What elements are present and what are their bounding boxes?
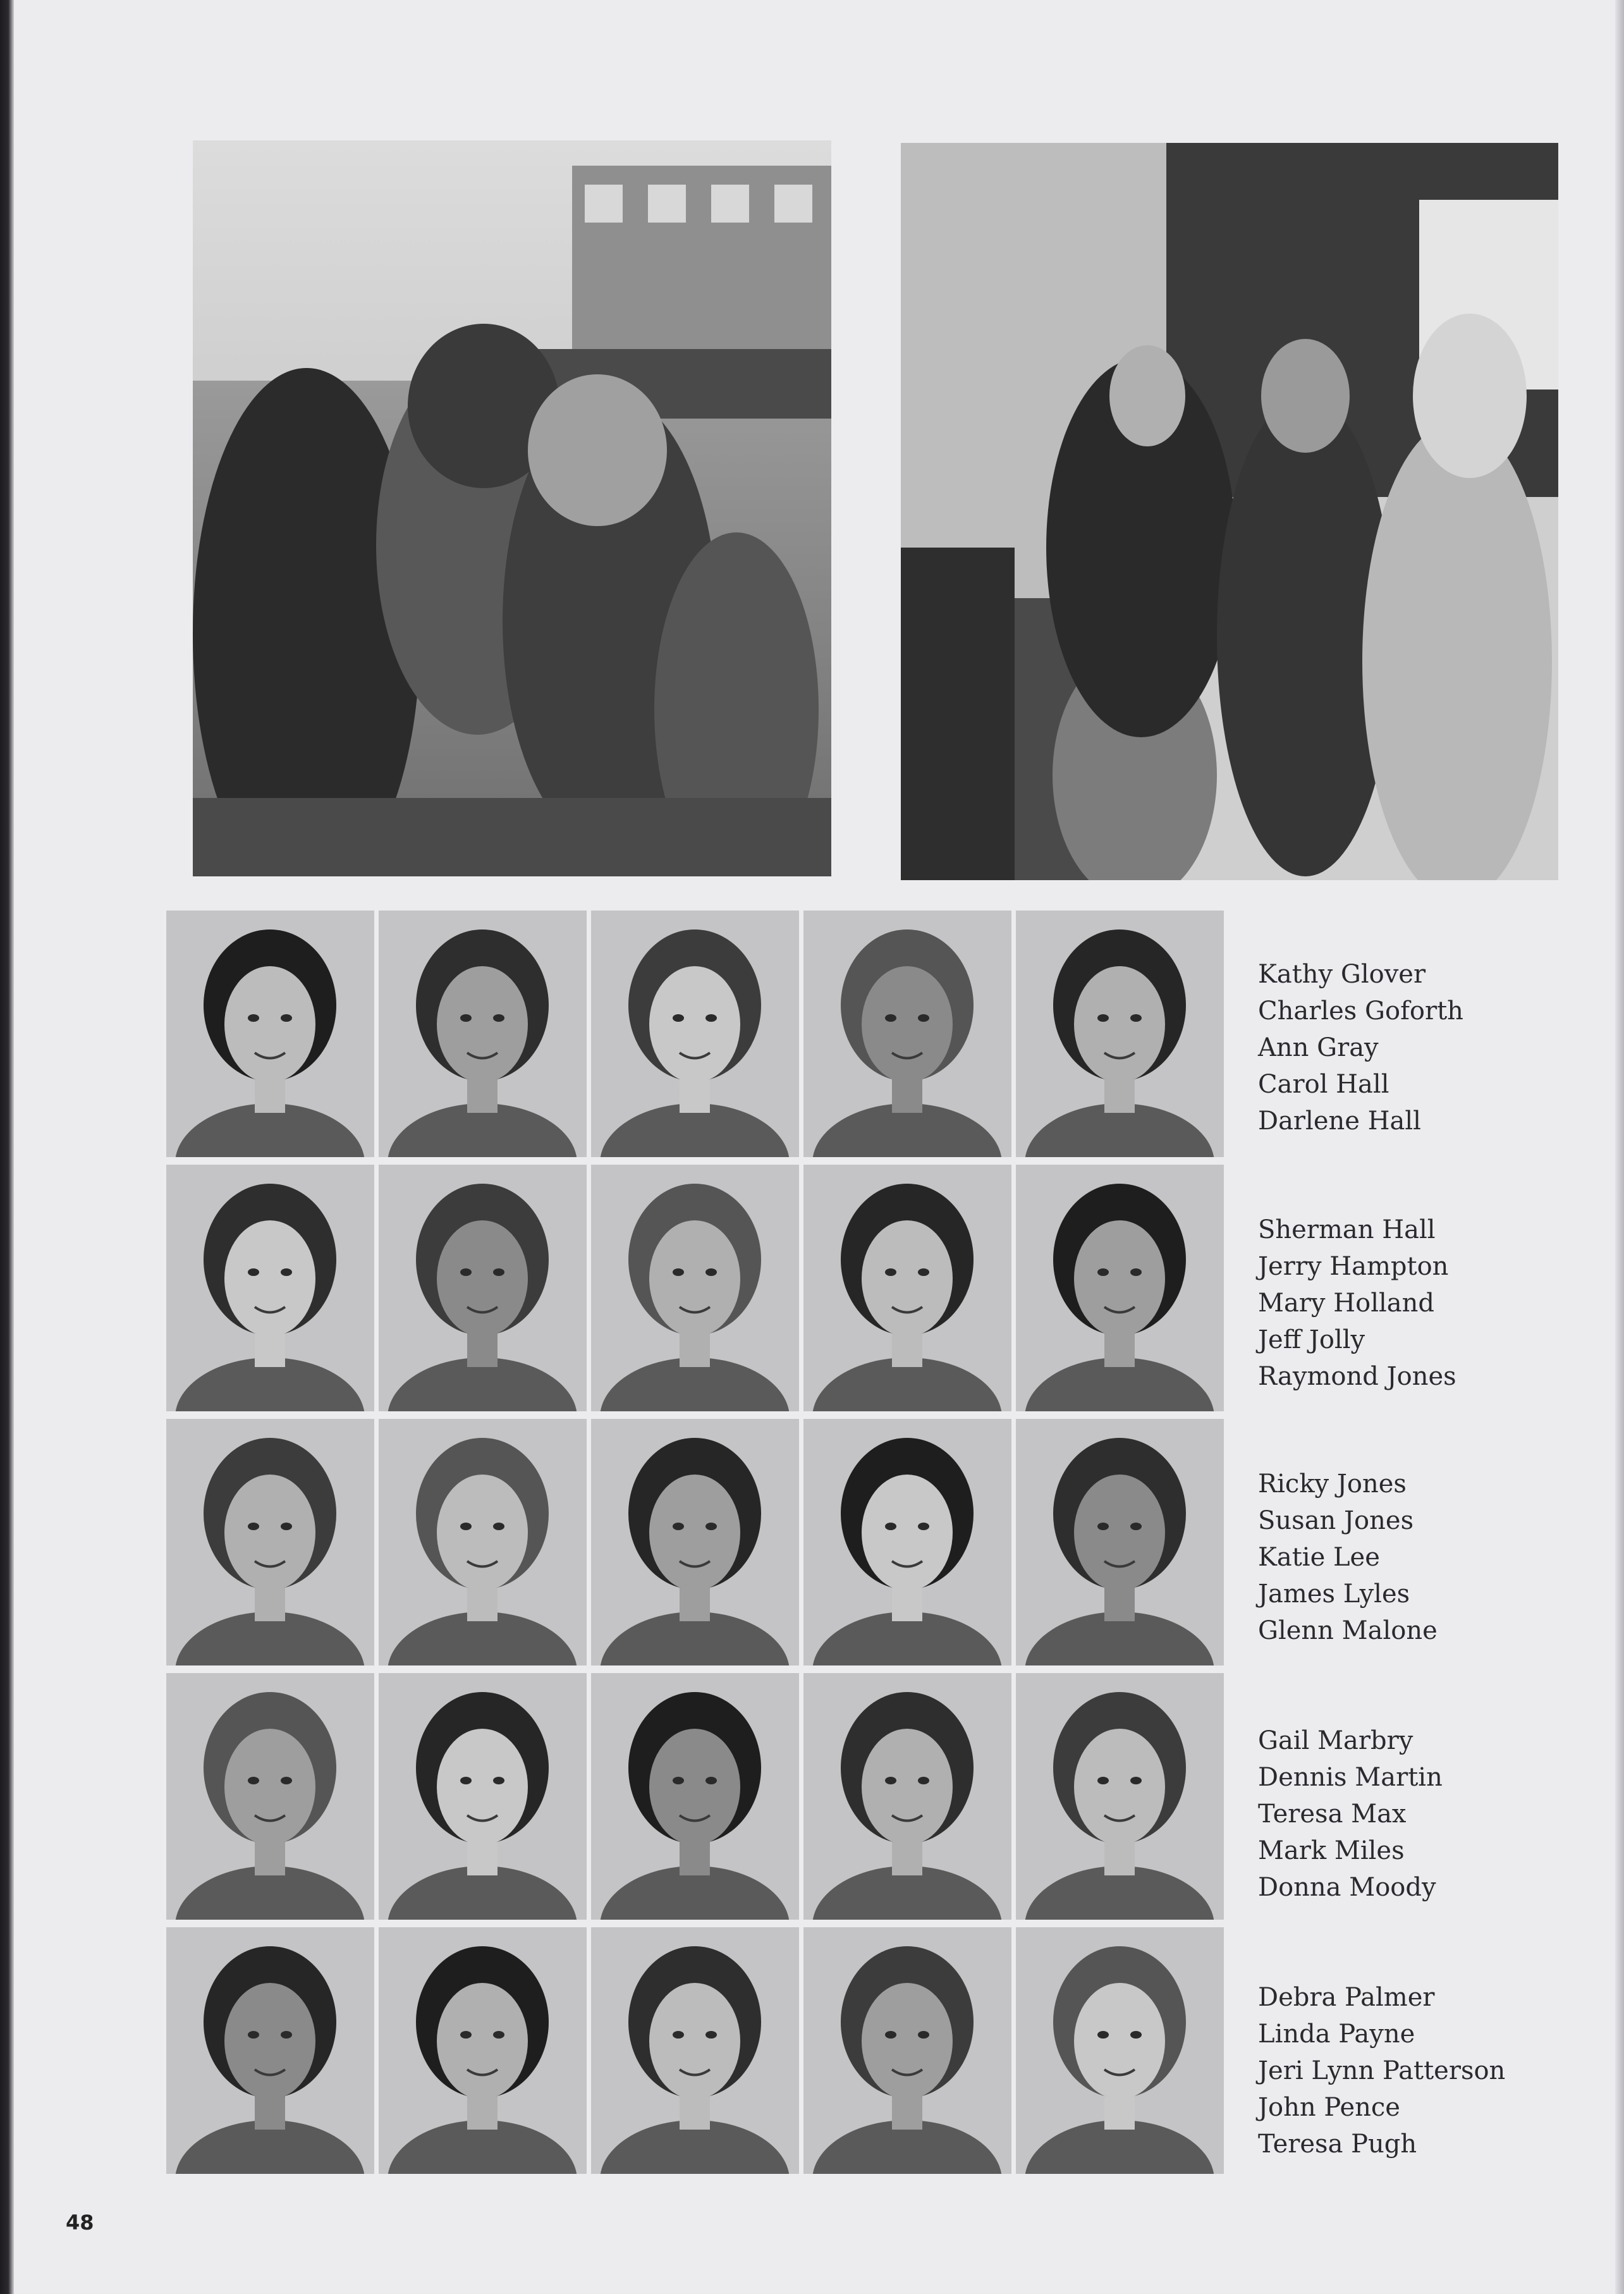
student-name: Donna Moody — [1258, 1873, 1436, 1902]
student-name: Jerry Hampton — [1258, 1252, 1449, 1281]
crowd-photo — [193, 140, 831, 876]
student-portrait — [166, 1673, 374, 1920]
student-portrait — [803, 1419, 1011, 1665]
student-name: Darlene Hall — [1258, 1107, 1421, 1136]
student-name: James Lyles — [1258, 1579, 1410, 1609]
student-portrait — [1016, 1419, 1224, 1665]
page-binding-edge — [0, 0, 14, 2294]
student-portrait — [166, 1165, 374, 1411]
student-name: Glenn Malone — [1258, 1616, 1438, 1645]
student-name: Kathy Glover — [1258, 960, 1426, 989]
student-portrait — [803, 911, 1011, 1157]
student-name: Jeri Lynn Patterson — [1258, 2056, 1506, 2085]
student-portrait — [379, 1419, 587, 1665]
portrait-row — [166, 1673, 1228, 1920]
student-name: Susan Jones — [1258, 1506, 1414, 1535]
student-portrait — [803, 1927, 1011, 2174]
name-list-row-4 — [1258, 1722, 1443, 1906]
student-name: Gail Marbry — [1258, 1726, 1413, 1755]
name-list-row-1 — [1258, 956, 1463, 1139]
student-name: Ricky Jones — [1258, 1469, 1407, 1499]
portrait-row — [166, 1165, 1228, 1411]
portrait-row — [166, 1419, 1228, 1665]
student-name: Teresa Pugh — [1258, 2130, 1417, 2159]
student-portrait — [591, 1673, 799, 1920]
student-name: Mary Holland — [1258, 1289, 1435, 1318]
name-list-row-5 — [1258, 1979, 1505, 2162]
student-portrait — [379, 1927, 587, 2174]
doorway-photo — [901, 143, 1558, 880]
student-portrait — [1016, 1673, 1224, 1920]
name-list-row-3 — [1258, 1466, 1438, 1649]
page-number: 48 — [66, 2211, 94, 2235]
student-portrait — [591, 911, 799, 1157]
student-name: Mark Miles — [1258, 1836, 1405, 1865]
student-portrait — [1016, 1165, 1224, 1411]
student-name: Teresa Max — [1258, 1800, 1407, 1829]
student-name: Debra Palmer — [1258, 1983, 1435, 2012]
student-portrait — [166, 911, 374, 1157]
student-name: Ann Gray — [1258, 1033, 1379, 1062]
student-portrait — [1016, 911, 1224, 1157]
student-portrait — [379, 1673, 587, 1920]
student-name: Raymond Jones — [1258, 1362, 1456, 1391]
student-portrait — [591, 1927, 799, 2174]
portrait-grid — [166, 911, 1228, 2152]
portrait-row — [166, 1927, 1228, 2174]
student-portrait — [166, 1419, 374, 1665]
student-name: Sherman Hall — [1258, 1215, 1436, 1244]
student-portrait — [591, 1419, 799, 1665]
student-name: Katie Lee — [1258, 1543, 1380, 1572]
portrait-row — [166, 911, 1228, 1157]
student-portrait — [591, 1165, 799, 1411]
student-portrait — [379, 911, 587, 1157]
student-portrait — [1016, 1927, 1224, 2174]
student-name: Carol Hall — [1258, 1070, 1389, 1099]
student-portrait — [379, 1165, 587, 1411]
student-name: John Pence — [1258, 2093, 1400, 2122]
name-list-row-2 — [1258, 1211, 1456, 1395]
student-name: Jeff Jolly — [1258, 1325, 1365, 1354]
student-portrait — [803, 1673, 1011, 1920]
page-right-edge — [1615, 0, 1624, 2294]
student-name: Charles Goforth — [1258, 997, 1463, 1026]
student-portrait — [166, 1927, 374, 2174]
student-name: Dennis Martin — [1258, 1763, 1443, 1792]
student-portrait — [803, 1165, 1011, 1411]
student-name: Linda Payne — [1258, 2020, 1415, 2049]
